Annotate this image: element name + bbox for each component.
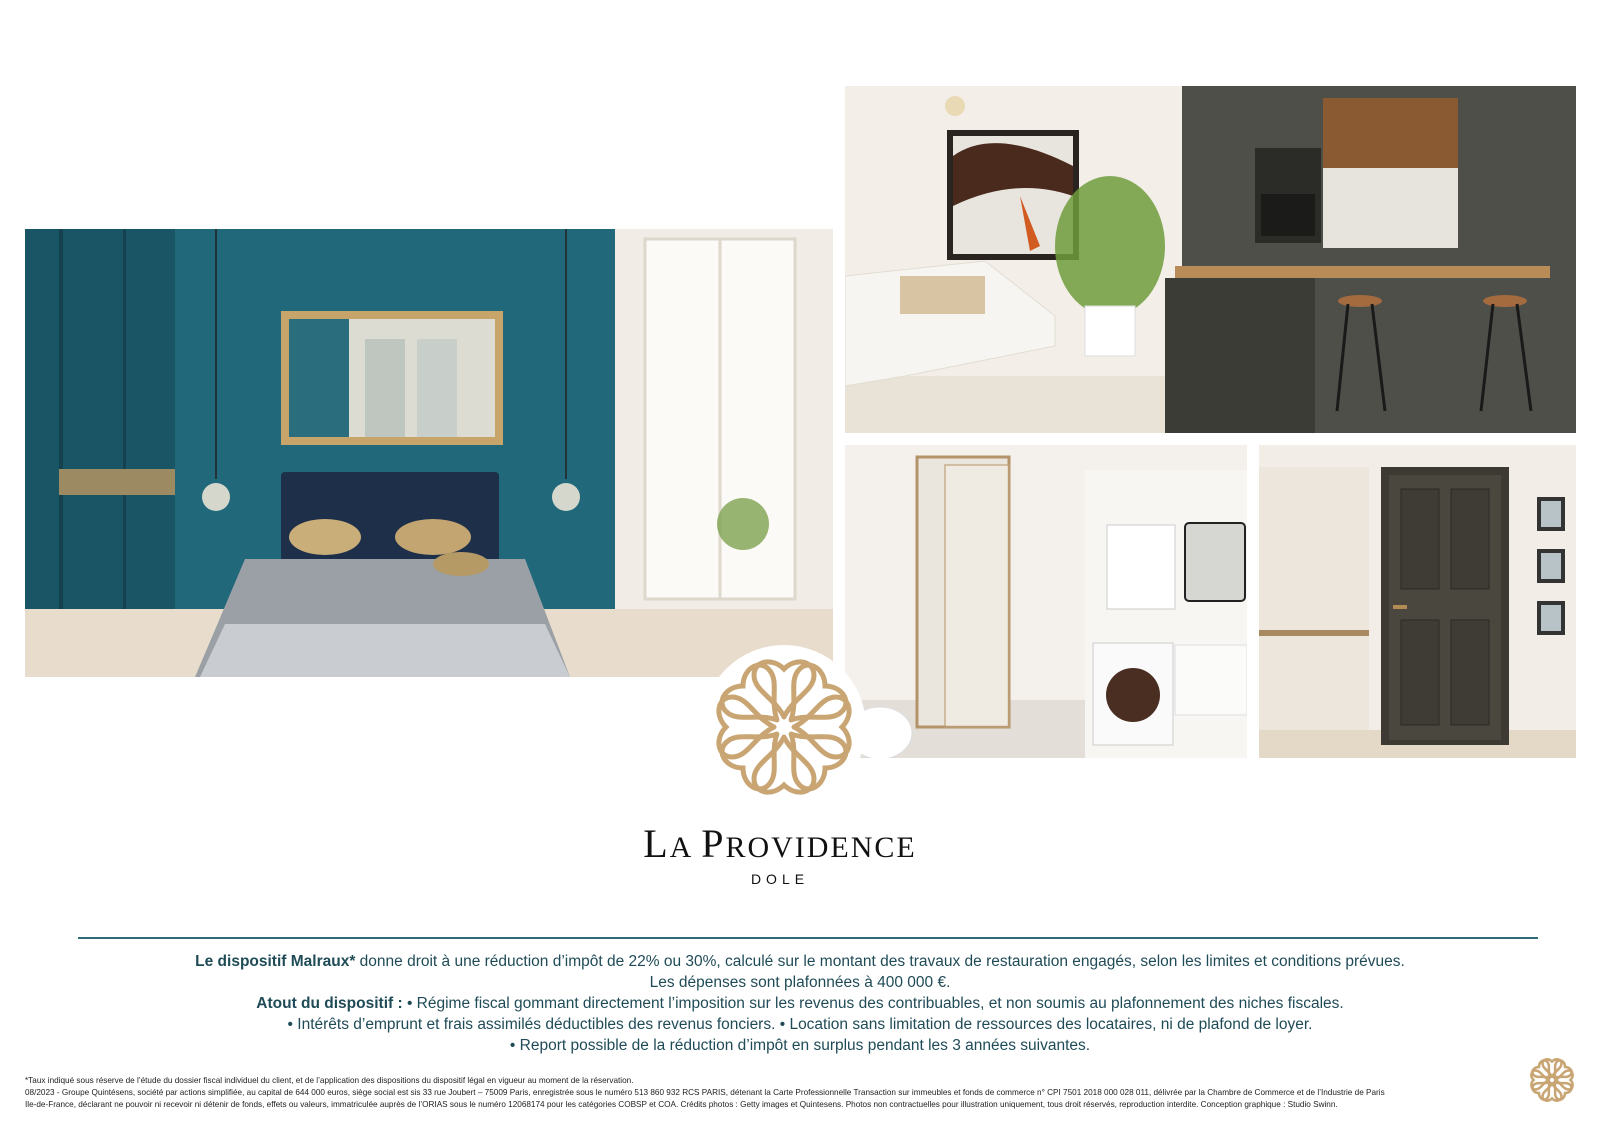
tax-info (60, 951, 1540, 1056)
bathroom-photo (845, 445, 1247, 758)
info-line-4: • Intérêts d’emprunt et frais assimilés déductibles des revenus fonciers. • Location sans limitation de ressources des locataires, ni de plafond de loyer. (287, 1016, 1313, 1033)
divider (78, 937, 1538, 939)
knot-emblem-icon (702, 645, 866, 809)
corner-knot-icon (1526, 1054, 1578, 1106)
brand-subtitle: DOLE (750, 871, 810, 887)
legal-notice (25, 1075, 1525, 1111)
info-line-5: • Report possible de la réduction d’impôt en surplus pendant les 3 années suivantes. (509, 1037, 1091, 1054)
legal-line-3: Ile-de-France, déclarant ne pouvoir ni recevoir ni détenir de fonds, effets ou valeurs, immatriculée auprès de l’ORIAS sous le numéro 12068174 pour les catégories COBSP et COA. Crédits photos : Getty images et Quintesens. Photos non contractuelles pour illustration uniquement, tous droit réservés, reproduction interdite. Conception graphique : Studio Swinn. (25, 1100, 1338, 1109)
entry-door-photo (1259, 445, 1576, 758)
bedroom-photo (25, 229, 833, 677)
legal-line-2: 08/2023 - Groupe Quintésens, société par actions simplifiée, au capital de 644 000 euros, siège social est sis 33 rue Joubert – 75009 Paris, enregistrée sous le numéro 513 860 932 RCS PARIS, détenant la Carte Professionnelle Transaction sur immeubles et fonds de commerce n° CPI 7501 2018 000 028 011, délivrée par la Chambre de Commerce et de l’Industrie de Paris (25, 1088, 1385, 1097)
legal-line-1: *Taux indiqué sous réserve de l’étude du dossier fiscal individuel du client, et de l’application des dispositions du dispositif légal en vigueur au moment de la réservation. (25, 1076, 634, 1085)
info-line-3: Atout du dispositif : • Régime fiscal gommant directement l’imposition sur les revenus des contribuables, et non soumis au plafonnement des niches fiscales. (256, 995, 1344, 1012)
info-line-1: Le dispositif Malraux* donne droit à une réduction d’impôt de 22% ou 30%, calculé sur le montant des travaux de restauration engagés, selon les limites et conditions prévues. (195, 953, 1405, 970)
brand-title: LA PROVIDENCE (643, 821, 917, 866)
living-kitchen-photo (845, 86, 1576, 433)
info-line-2: Les dépenses sont plafonnées à 400 000 €. (649, 974, 951, 991)
